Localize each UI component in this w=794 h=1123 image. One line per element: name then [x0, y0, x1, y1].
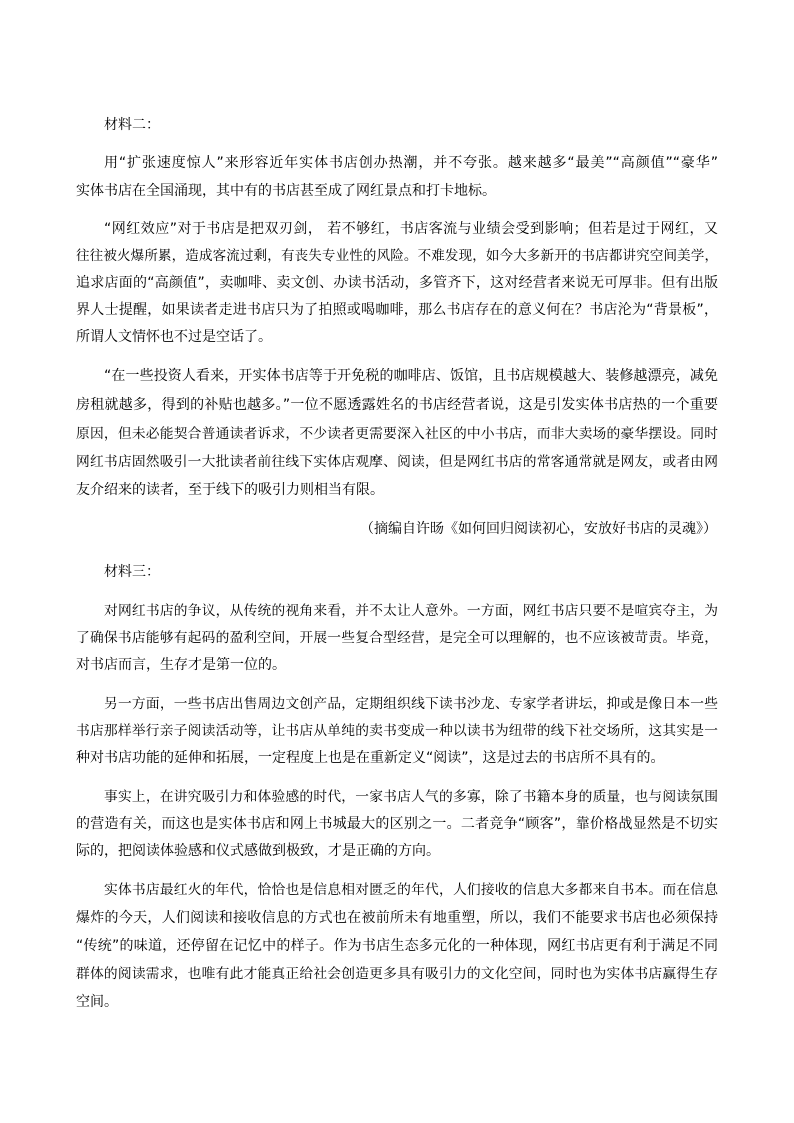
text-line: 界人士提醒，如果读者走进书店只为了拍照或喝咖啡，那么书店存在的意义何在？书店沦为“背景板”， — [76, 302, 718, 318]
text-line: 实体书店最红火的年代，恰恰也是信息相对匮乏的年代，人们接收的信息大多都来自书本。而在信息 — [104, 882, 718, 898]
text-line: 对书店而言，生存才是第一位的。 — [76, 657, 286, 673]
material-three-heading: 材料三： — [104, 564, 160, 580]
text-line: 爆炸的今天，人们阅读和接收信息的方式也在被前所未有地重塑，所以，我们不能要求书店也必须保持 — [76, 910, 718, 926]
text-line: 友介绍来的读者，至于线下的吸引力则相当有限。 — [76, 482, 384, 498]
text-line: 房租就越多，得到的补贴也越多。”一位不愿透露姓名的书店经营者说，这是引发实体书店热的一个重要 — [76, 397, 718, 413]
text-line: 对网红书店的争议，从传统的视角来看，并不太让人意外。一方面，网红书店只要不是喧宾夺主，为 — [104, 603, 718, 619]
text-line: 网红书店固然吸引一大批读者前往线下实体店观摩、阅读，但是网红书店的常客通常就是网友，或者由网 — [76, 454, 718, 470]
source-citation: （摘编自许旸《如何回归阅读初心，安放好书店的灵魂》） — [360, 521, 717, 537]
text-line: 种对书店功能的延伸和拓展，一定程度上也是在重新定义“阅读”，这是过去的书店所不具有的。 — [76, 750, 665, 766]
text-line: “传统”的味道，还停留在记忆中的样子。作为书店生态多元化的一种体现，网红书店更有利于满足不同 — [76, 938, 718, 954]
text-line: 所谓人文情怀也不过是空话了。 — [76, 329, 272, 345]
text-line: 追求店面的“高颜值”，卖咖啡、卖文创、办读书活动，多管齐下，这对经营者来说无可厚非。但有出版 — [76, 275, 718, 291]
text-line: 群体的阅读需求，也唯有此才能真正给社会创造更多具有吸引力的文化空间，同时也为实体书店赢得生存 — [76, 966, 718, 982]
text-line: 事实上，在讲究吸引力和体验感的时代，一家书店人气的多寡，除了书籍本身的质量，也与阅读氛围 — [104, 789, 718, 805]
text-line: 用“扩张速度惊人”来形容近年实体书店创办热潮，并不夸张。越来越多“最美”“高颜值”“豪华” — [104, 155, 718, 171]
text-line: 空间。 — [76, 994, 118, 1010]
text-line: 原因，但未必能契合普通读者诉求，不少读者更需要深入社区的中小书店，而非大卖场的豪华摆设。同时 — [76, 426, 718, 442]
text-line: 往往被火爆所累，造成客流过剩，有丧失专业性的风险。不难发现，如今大多新开的书店都讲究空间美学， — [76, 248, 718, 264]
text-line: 了确保书店能够有起码的盈利空间，开展一些复合型经营，是完全可以理解的，也不应该被苛责。毕竟， — [76, 630, 718, 646]
text-line: “网红效应”对于书店是把双刃剑， 若不够红，书店客流与业绩会受到影响；但若是过于网红，又 — [104, 221, 718, 237]
material-two-heading: 材料二： — [104, 117, 160, 133]
text-line: 书店那样举行亲子阅读活动等，让书店从单纯的卖书变成一种以读书为纽带的线下社交场所，这其实是一 — [76, 723, 718, 739]
text-line: 实体书店在全国涌现，其中有的书店甚至成了网红景点和打卡地标。 — [76, 183, 496, 199]
text-line: 际的，把阅读体验感和仪式感做到极致，才是正确的方向。 — [76, 843, 440, 859]
text-line: 的营造有关，而这也是实体书店和网上书城最大的区别之一。二者竞争“顾客”，靠价格战显然是不切实 — [76, 816, 718, 832]
text-line: “在一些投资人看来，开实体书店等于开免税的咖啡店、饭馆，且书店规模越大、装修越漂亮，减免 — [104, 368, 718, 384]
text-line: 另一方面，一些书店出售周边文创产品，定期组织线下读书沙龙、专家学者讲坛，抑或是像日本一些 — [104, 696, 718, 712]
